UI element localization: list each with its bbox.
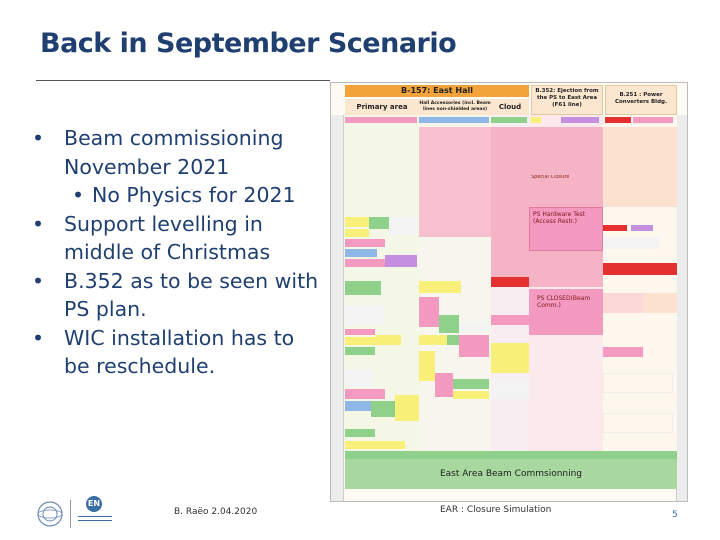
schedule-block (631, 225, 653, 231)
schedule-block (395, 395, 419, 421)
page-number: 5 (672, 510, 678, 520)
schedule-block (491, 343, 529, 373)
bullet-list (30, 124, 320, 381)
schedule-block (375, 335, 401, 345)
en-logo-line (78, 516, 112, 517)
slide-title: Back in September Scenario (40, 28, 457, 59)
bullet-item (30, 267, 320, 324)
schedule-block (369, 217, 389, 229)
schedule-block (531, 117, 541, 123)
schedule-chart (330, 82, 688, 502)
schedule-block (345, 281, 381, 295)
cloud-label: Cloud (491, 99, 529, 115)
schedule-block (603, 347, 643, 357)
schedule-block (605, 117, 631, 123)
schedule-block (345, 441, 405, 449)
en-logo (78, 496, 118, 532)
schedule-block (385, 255, 417, 267)
schedule-block (345, 337, 375, 345)
schedule-block (345, 259, 385, 267)
schedule-block (491, 117, 527, 123)
left-date-column (331, 115, 344, 501)
schedule-block (371, 401, 397, 417)
primary-area-label: Primary area (345, 99, 419, 115)
schedule-block (603, 237, 659, 249)
schedule-block (345, 329, 375, 335)
schedule-block (603, 225, 627, 231)
schedule-block (561, 117, 599, 123)
bullet-text: No Physics for 2021 (92, 183, 296, 207)
bottom-band-label: East Area Beam Commsionning (439, 469, 583, 479)
schedule-block (345, 217, 369, 227)
schedule-block (603, 293, 643, 313)
bullet-text: Beam commissioning November 2021 (64, 126, 284, 179)
schedule-block (643, 293, 677, 313)
header-b251: B.251 : Power Converters Bldg. (605, 85, 677, 115)
schedule-block (439, 315, 459, 333)
schedule-block (419, 297, 439, 327)
schedule-block (603, 127, 677, 207)
bullet-item (30, 124, 320, 181)
schedule-block (345, 117, 417, 123)
schedule-block (603, 263, 677, 275)
schedule-block (603, 413, 673, 433)
special-closure-block (419, 127, 491, 237)
schedule-block (345, 249, 377, 257)
bullet-item (30, 210, 320, 267)
schedule-block (633, 117, 673, 123)
bullet-glyph: • (32, 126, 45, 150)
schedule-block (345, 429, 375, 437)
cern-logo-icon (36, 500, 64, 528)
schedule-block (453, 391, 489, 399)
schedule-block (345, 305, 385, 325)
schedule-block (345, 239, 385, 247)
footer-author-date: B. Raëo 2.04.2020 (174, 507, 258, 517)
schedule-block (419, 335, 447, 345)
title-divider (36, 80, 330, 81)
en-logo-line (78, 520, 112, 521)
schedule-block (419, 281, 461, 293)
right-date-column (676, 115, 687, 501)
schedule-block (345, 369, 373, 387)
special-closure-label: Special Closure (531, 175, 570, 180)
bullet-item (30, 324, 320, 381)
bullet-text: WIC installation has to be reschedule. (64, 325, 295, 378)
bullet-item (30, 181, 320, 210)
schedule-block (491, 277, 529, 287)
schedule-block (603, 373, 673, 393)
bullet-glyph: • (32, 325, 45, 350)
bullet-text: Support levelling in middle of Christmas (64, 211, 271, 264)
schedule-block (345, 229, 369, 237)
schedule-block (389, 217, 417, 235)
schedule-block (459, 323, 489, 331)
schedule-block (435, 373, 453, 397)
schedule-block (419, 117, 489, 123)
ps-hardware-test-label: PS Hardware Test (Access Restr.) (533, 211, 586, 225)
schedule-block (459, 335, 489, 357)
schedule-block (345, 401, 371, 411)
bullet-glyph: • (32, 268, 45, 293)
east-hall-sub-label: Hall Accessories (incl. Beam lines non-shielded areas) (419, 99, 491, 115)
header-b157: B-157: East Hall (345, 85, 529, 97)
header-b352: B.352: Ejection from the PS to East Area (F61 line) (531, 85, 603, 115)
en-logo-badge: EN (86, 496, 102, 512)
schedule-block (345, 347, 375, 355)
schedule-block (491, 315, 529, 325)
bullet-glyph: • (72, 183, 85, 207)
schedule-block (419, 351, 435, 381)
bullet-text: B.352 as to be seen with PS plan. (64, 268, 319, 321)
schedule-block (453, 379, 489, 389)
schedule-block (345, 389, 385, 399)
footer-center-text: EAR : Closure Simulation (440, 505, 552, 515)
schedule-block (491, 379, 529, 399)
ps-closed-label: PS CLOSED(Beam Comm.) (537, 295, 591, 309)
schedule-block (447, 335, 459, 345)
logo-divider (70, 500, 71, 528)
bullet-glyph: • (32, 211, 45, 236)
